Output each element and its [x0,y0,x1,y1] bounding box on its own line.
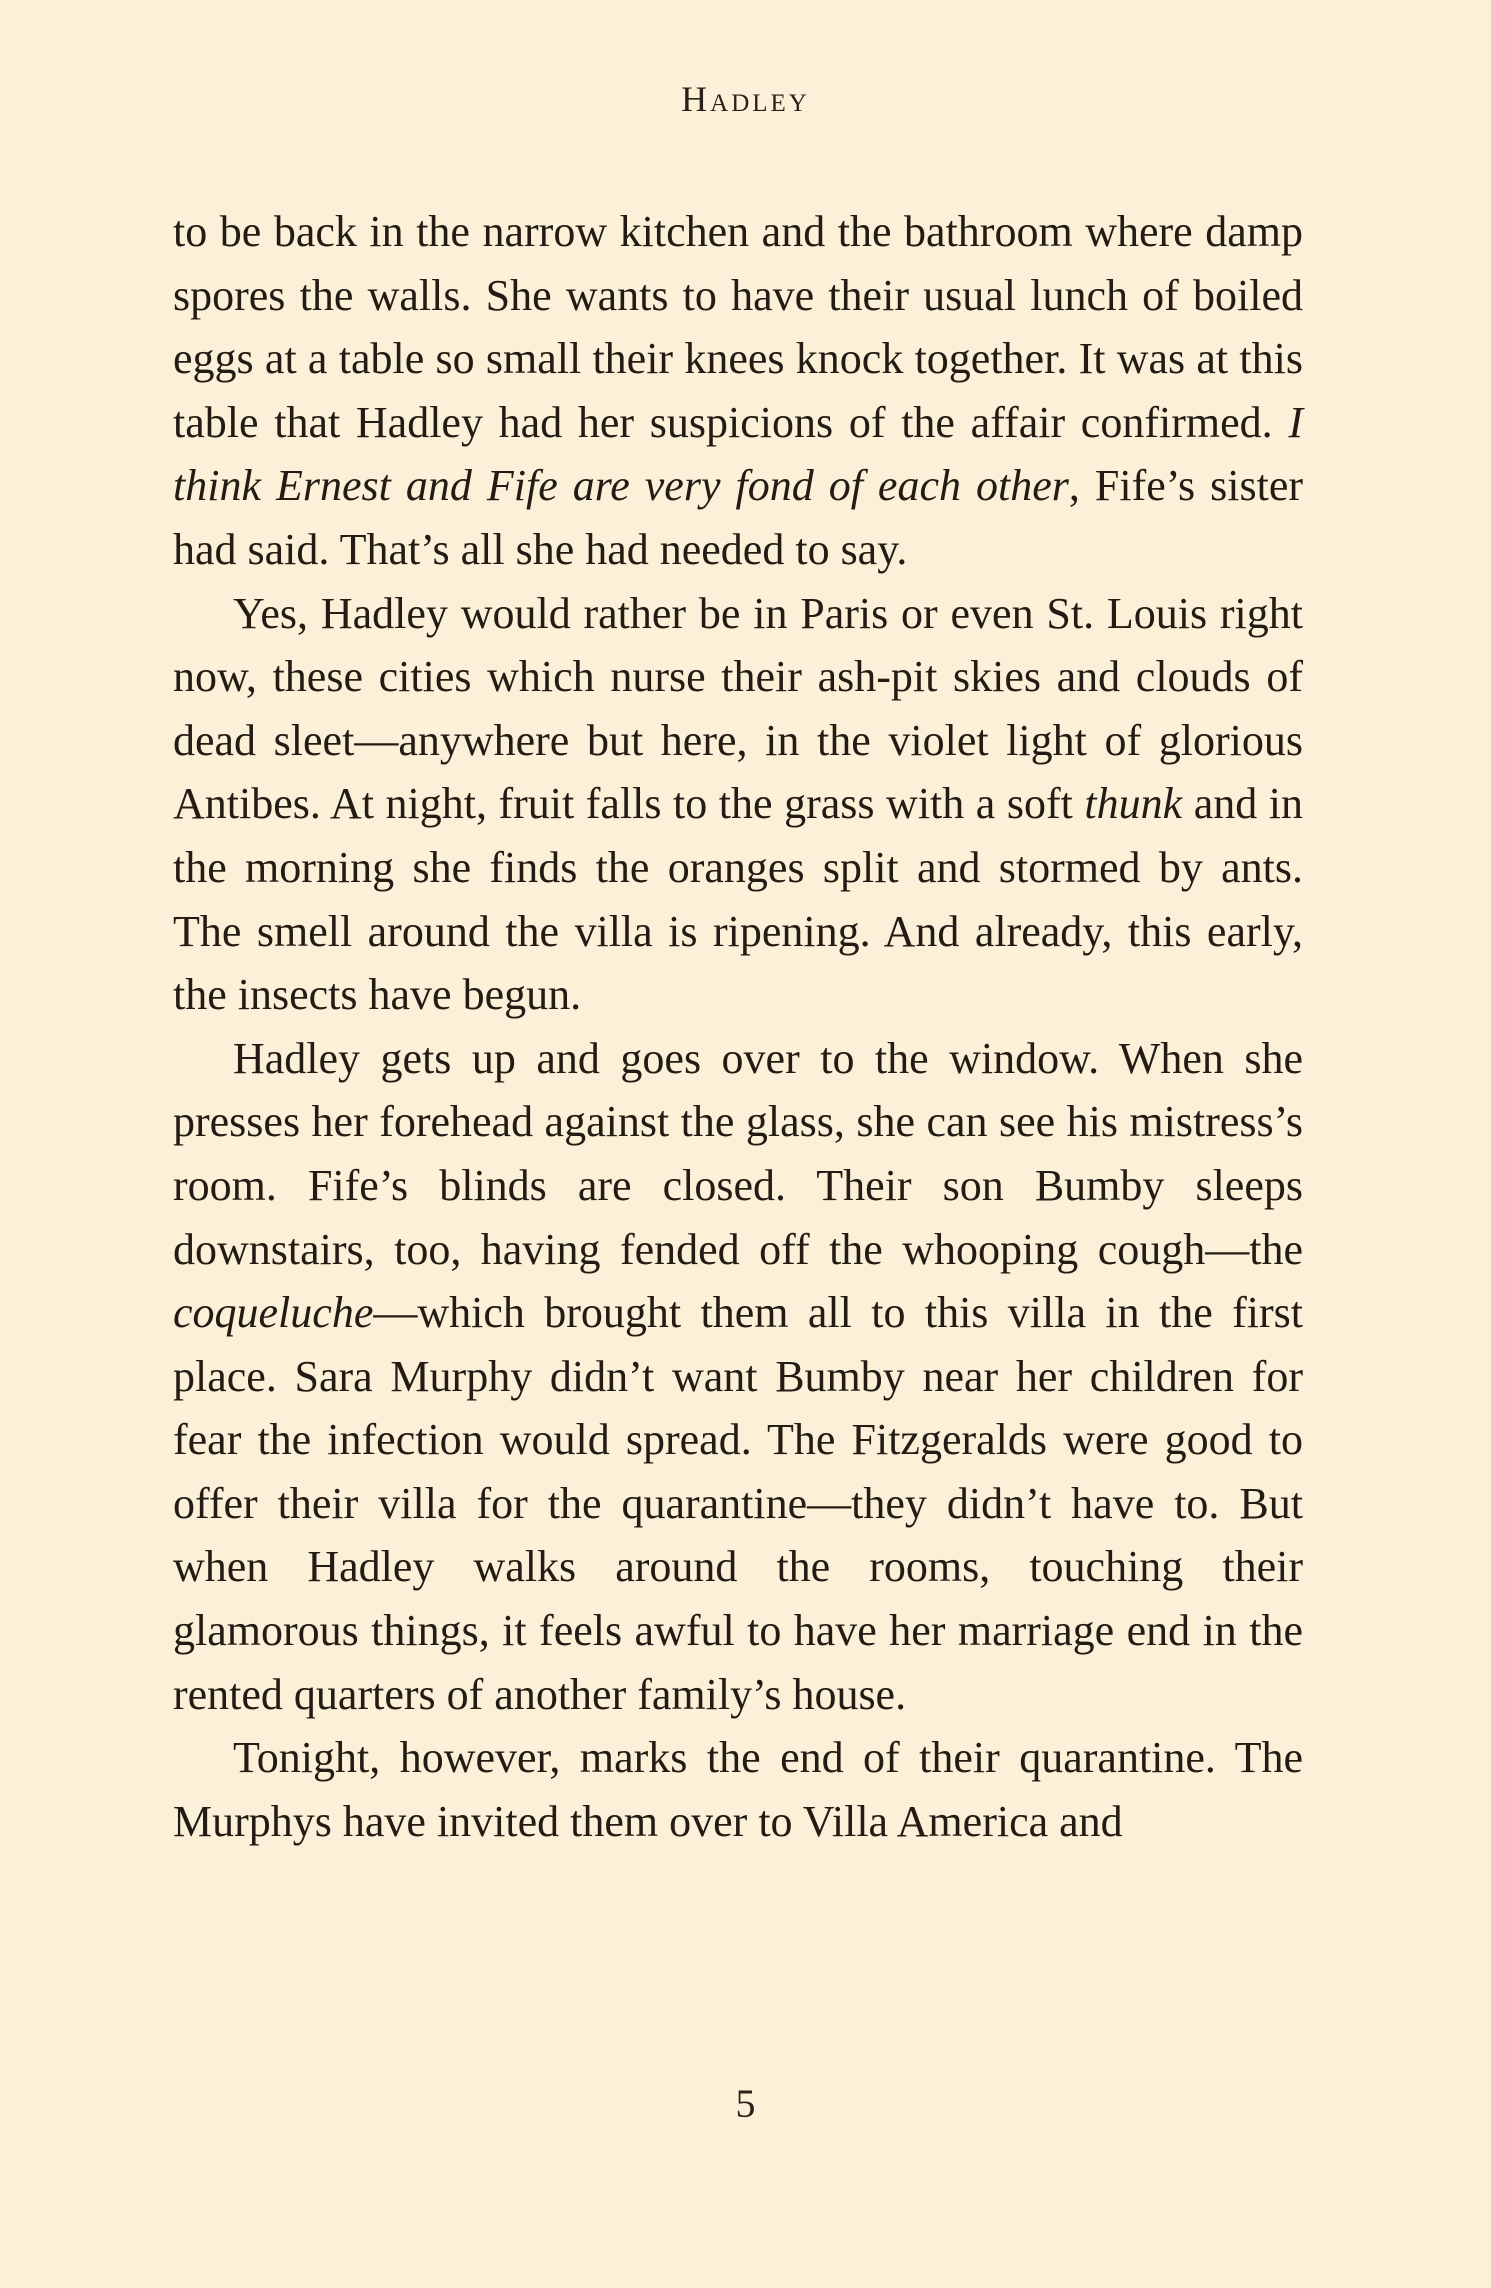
italic-run: thunk [1084,779,1183,829]
italic-run: coqueluche [173,1288,374,1338]
text-run: Hadley gets up and goes over to the window. When she presses her forehead against the glass, she can see his mistress’s room. Fife’s blinds are closed. Their son Bumby sleeps downstairs, too, having fended off the whooping cough—the [173,1033,1303,1274]
paragraph [173,582,1303,1027]
text-run: —which brought them all to this villa in the first place. Sara Murphy didn’t want Bumby near her children for fear the infection would spread. The Fitzgeralds were good to offer their villa for the quarantine—they didn’t have to. But when Hadley walks around the rooms, touching their glamorous things, it feels awful to have her marriage end in the rented quarters of another family’s house. [173,1288,1303,1719]
text-run: and in the morning she finds the oranges split and stormed by ants. The smell around the villa is ripening. And already, this early, the insects have begun. [173,779,1303,1020]
italic-run: I think Ernest and Fife are very fond of each other [173,397,1303,511]
paragraph [173,1027,1303,1727]
text-run: , Fife’s sister had said. That’s all she had needed to say. [173,461,1304,574]
text-run: Tonight, however, marks the end of their quarantine. The Murphys have invited them over to Villa America and [173,1733,1303,1846]
paragraph [173,200,1303,582]
paragraph [173,1726,1303,1853]
page-number: 5 [735,2081,756,2126]
running-head: Hadley [681,79,810,119]
text-run: to be back in the narrow kitchen and the bathroom where damp spores the walls. She wants to have their usual lunch of boiled eggs at a table so small their knees knock together. It was at this table that Hadley had her suspicions of the affair confirmed. [173,207,1303,447]
text-run: Yes, Hadley would rather be in Paris or even St. Louis right now, these cities which nurse their ash-pit skies and clouds of dead sleet—anywhere but here, in the violet light of glorious Antibes. At night, fruit falls to the grass with a soft [173,588,1303,829]
body-text [173,200,1303,1853]
